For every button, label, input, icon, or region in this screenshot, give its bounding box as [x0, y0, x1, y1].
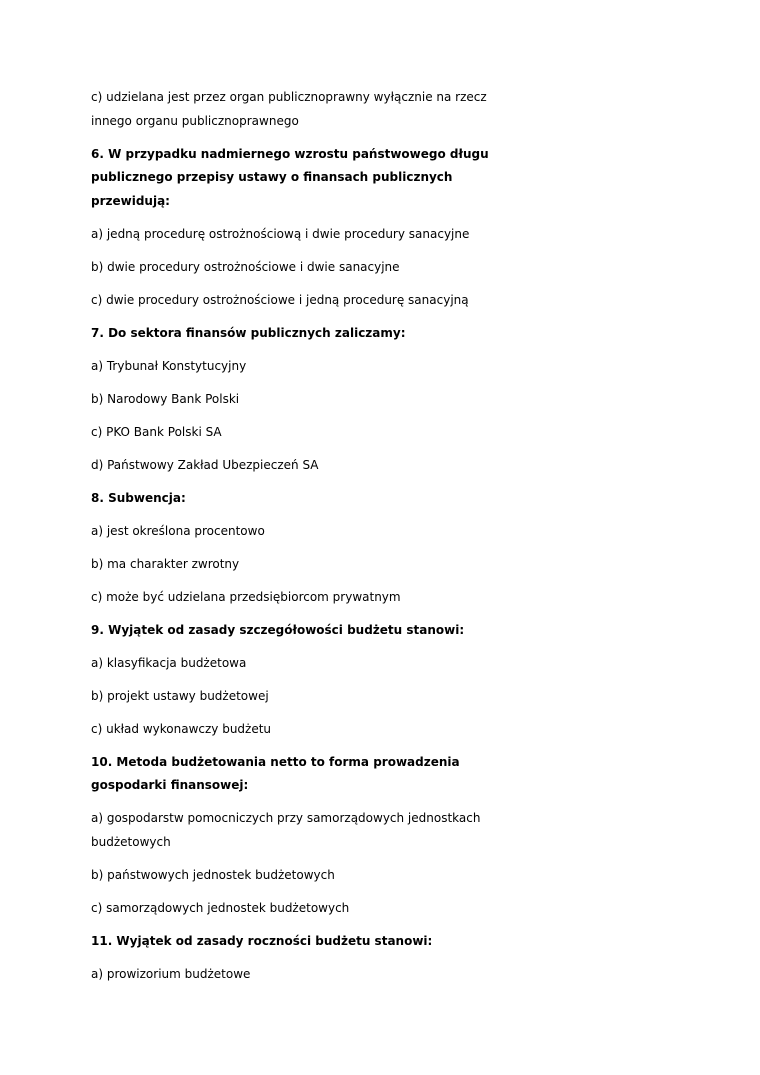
question-text-line: gospodarki finansowej:	[91, 778, 249, 792]
paragraph-spacing	[91, 411, 691, 421]
answer-option-11	[91, 586, 691, 610]
paragraph-spacing	[91, 675, 691, 685]
answer-text-line: c) PKO Bank Polski SA	[91, 424, 222, 439]
paragraph-spacing	[91, 213, 691, 223]
answer-text-line: a) klasyfikacja budżetowa	[91, 655, 247, 670]
answer-option-15	[91, 807, 691, 854]
paragraph-spacing	[91, 246, 691, 256]
paragraph-spacing	[91, 741, 691, 751]
paragraph-spacing	[91, 133, 691, 143]
paragraph-spacing	[91, 576, 691, 586]
question-heading-4	[91, 619, 691, 643]
answer-text-line: a) jedną procedurę ostrożnościową i dwie procedury sanacyjne	[91, 226, 470, 241]
question-text-line: 8. Subwencja:	[91, 490, 186, 505]
question-heading-3	[91, 487, 691, 511]
answer-option-18	[91, 963, 691, 987]
paragraph-spacing	[91, 444, 691, 454]
answer-text-line: c) układ wykonawczy budżetu	[91, 721, 272, 736]
paragraph-spacing	[91, 920, 691, 930]
question-text-line: 11. Wyjątek od zasady roczności budżetu stanowi:	[91, 933, 433, 948]
answer-text-line: c) może być udzielana przedsiębiorcom prywatnym	[91, 589, 401, 604]
question-text-line: 9. Wyjątek od zasady szczegółowości budżetu stanowi:	[91, 622, 465, 637]
answer-text-line: c) samorządowych jednostek budżetowych	[91, 900, 350, 915]
question-text-line: 6. W przypadku nadmiernego wzrostu państwowego długu	[91, 146, 489, 161]
question-heading-2	[91, 322, 691, 346]
answer-option-17	[91, 897, 691, 921]
paragraph-spacing	[91, 854, 691, 864]
answer-text-line: a) gospodarstw pomocniczych przy samorządowych jednostkach	[91, 811, 481, 825]
answer-option-4	[91, 289, 691, 313]
paragraph-spacing	[91, 543, 691, 553]
paragraph-spacing	[91, 312, 691, 322]
question-heading-1	[91, 143, 691, 214]
answer-option-9	[91, 520, 691, 544]
answer-text-line: a) Trybunał Konstytucyjny	[91, 358, 247, 373]
paragraph-spacing	[91, 378, 691, 388]
answer-text-line: a) jest określona procentowo	[91, 523, 265, 538]
answer-option-13	[91, 685, 691, 709]
answer-text-line: c) dwie procedury ostrożnościowe i jedną procedurę sanacyjną	[91, 292, 469, 307]
paragraph-spacing	[91, 708, 691, 718]
question-heading-6	[91, 930, 691, 954]
paragraph-spacing	[91, 279, 691, 289]
answer-option-8	[91, 454, 691, 478]
answer-option-1	[91, 86, 691, 133]
answer-option-6	[91, 388, 691, 412]
question-text-line: 7. Do sektora finansów publicznych zaliczamy:	[91, 325, 406, 340]
paragraph-spacing	[91, 798, 691, 808]
answer-text-line: b) państwowych jednostek budżetowych	[91, 867, 335, 882]
answer-text-line: b) projekt ustawy budżetowej	[91, 688, 269, 703]
answer-option-16	[91, 864, 691, 888]
paragraph-spacing	[91, 642, 691, 652]
question-text-line: publicznego przepisy ustawy o finansach publicznych	[91, 170, 453, 184]
answer-option-10	[91, 553, 691, 577]
answer-option-5	[91, 355, 691, 379]
question-heading-5	[91, 751, 691, 798]
document-page	[91, 86, 691, 986]
answer-text-line: a) prowizorium budżetowe	[91, 966, 251, 981]
answer-option-12	[91, 652, 691, 676]
paragraph-spacing	[91, 345, 691, 355]
answer-option-14	[91, 718, 691, 742]
answer-text-line: b) dwie procedury ostrożnościowe i dwie sanacyjne	[91, 259, 400, 274]
answer-option-2	[91, 223, 691, 247]
question-text-line: przewidują:	[91, 193, 170, 208]
paragraph-spacing	[91, 953, 691, 963]
answer-option-7	[91, 421, 691, 445]
answer-text-line: b) Narodowy Bank Polski	[91, 391, 240, 406]
answer-text-line: budżetowych	[91, 834, 171, 849]
answer-text-line: b) ma charakter zwrotny	[91, 556, 240, 571]
paragraph-spacing	[91, 477, 691, 487]
paragraph-spacing	[91, 510, 691, 520]
question-text-line: 10. Metoda budżetowania netto to forma prowadzenia	[91, 754, 460, 769]
paragraph-spacing	[91, 609, 691, 619]
answer-text-line: c) udzielana jest przez organ publicznoprawny wyłącznie na rzecz	[91, 90, 487, 104]
answer-option-3	[91, 256, 691, 280]
answer-text-line: innego organu publicznoprawnego	[91, 113, 299, 128]
answer-text-line: d) Państwowy Zakład Ubezpieczeń SA	[91, 457, 319, 472]
paragraph-spacing	[91, 887, 691, 897]
